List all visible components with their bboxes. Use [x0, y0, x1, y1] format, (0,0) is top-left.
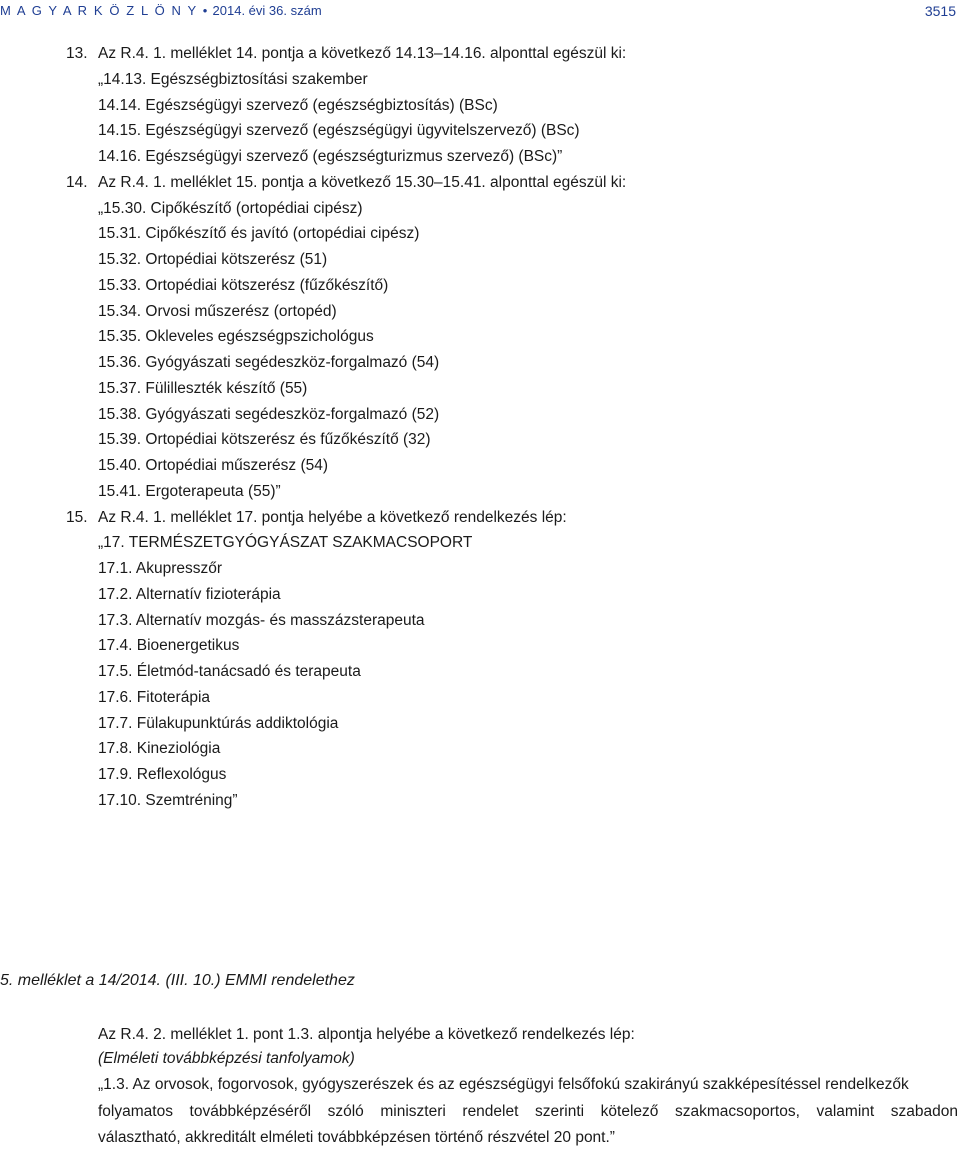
item-text: 15.41. Ergoterapeuta (55)” — [98, 482, 281, 500]
item-text: 15.33. Ortopédiai kötszerész (fűzőkészítő) — [98, 276, 389, 294]
item-number: 14. — [66, 173, 88, 191]
item-text: „17. TERMÉSZETGYÓGYÁSZAT SZAKMACSOPORT — [98, 534, 473, 552]
annex-paragraph — [98, 1072, 958, 1152]
item-text: 17.5. Életmód-tanácsadó és terapeuta — [98, 663, 361, 680]
item-text: 17.6. Fitoterápia — [98, 688, 211, 706]
item-text: 17.4. Bioenergetikus — [98, 637, 240, 655]
sub-item — [98, 353, 439, 373]
sub-item — [98, 533, 472, 553]
item-text: Az R.4. 1. melléklet 15. pontja a következő 15.30–15.41. alponttal egészül ki: — [98, 173, 627, 191]
item-text: 15.35. Okleveles egészségpszichológus — [98, 328, 374, 346]
sub-item — [98, 199, 363, 219]
sub-item — [98, 611, 425, 631]
sub-item — [98, 559, 222, 579]
item-text: 15.40. Ortopédiai műszerész (54) — [98, 457, 329, 474]
sub-item — [98, 147, 562, 167]
page-header — [0, 3, 960, 23]
item-text: Az R.4. 1. melléklet 17. pontja helyébe a következő rendelkezés lép: — [98, 508, 567, 526]
header-bullet: • — [202, 3, 208, 18]
numbered-item — [66, 508, 567, 528]
item-text: 17.1. Akupresszőr — [98, 560, 223, 577]
item-text: 15.37. Fülilleszték készítő (55) — [98, 379, 308, 397]
sub-item — [98, 739, 220, 759]
item-text: 17.9. Reflexológus — [98, 766, 227, 783]
item-text: 15.36. Gyógyászati segédeszköz-forgalmazó (54) — [98, 354, 440, 371]
sub-item — [98, 482, 281, 502]
item-text: 17.10. Szemtréning” — [98, 791, 238, 809]
sub-item — [98, 405, 439, 425]
annex-intro: Az R.4. 2. melléklet 1. pont 1.3. alpontja helyébe a következő rendelkezés lép: — [98, 1026, 635, 1043]
item-text: 17.2. Alternatív fizioterápia — [98, 585, 281, 603]
page-number: 3515 — [924, 3, 956, 19]
paragraph-line: „1.3. Az orvosok, fogorvosok, gyógyszerészek és az egészségügyi felsőfokú szakirányú szakképesítéssel rendelkezők — [98, 1076, 909, 1093]
numbered-item — [66, 44, 626, 64]
item-text: 17.3. Alternatív mozgás- és masszázsterapeuta — [98, 611, 425, 629]
issue-label: 2014. évi 36. szám — [212, 3, 322, 18]
item-text: 14.15. Egészségügyi szervező (egészségügyi ügyvitelszervező) (BSc) — [98, 122, 580, 140]
sub-item — [98, 121, 580, 141]
sub-item — [98, 791, 238, 811]
item-number: 13. — [66, 45, 88, 62]
annex-heading: 5. melléklet a 14/2014. (III. 10.) EMMI rendelethez — [0, 972, 355, 989]
item-text: 15.34. Orvosi műszerész (ortopéd) — [98, 302, 337, 320]
item-text: 14.14. Egészségügyi szervező (egészségbiztosítás) (BSc) — [98, 96, 498, 114]
sub-item — [98, 379, 307, 399]
sub-item — [98, 662, 361, 682]
item-text: 14.16. Egészségügyi szervező (egészségturizmus szervező) (BSc)” — [98, 148, 563, 165]
item-number: 15. — [66, 508, 88, 526]
item-text: Az R.4. 1. melléklet 14. pontja a következő 14.13–14.16. alponttal egészül ki: — [98, 45, 627, 62]
sub-item — [98, 585, 281, 605]
sub-item — [98, 456, 328, 476]
item-text: 15.32. Ortopédiai kötszerész (51) — [98, 251, 328, 268]
item-text: 15.38. Gyógyászati segédeszköz-forgalmazó (52) — [98, 405, 440, 423]
journal-title: M A G Y A R K Ö Z L Ö N Y — [0, 3, 198, 18]
annex-subtitle: (Elméleti továbbképzési tanfolyamok) — [98, 1050, 355, 1067]
paragraph-line: választható, akkreditált elméleti továbbképzésen történő részvétel 20 pont.” — [98, 1129, 615, 1146]
sub-item — [98, 70, 368, 90]
item-text: 17.7. Fülakupunktúrás addiktológia — [98, 714, 339, 732]
sub-item — [98, 714, 338, 734]
item-text: „14.13. Egészségbiztosítási szakember — [98, 70, 368, 88]
sub-item — [98, 430, 431, 450]
sub-item — [98, 250, 327, 270]
item-text: „15.30. Cipőkészítő (ortopédiai cipész) — [98, 199, 363, 217]
item-text: 15.39. Ortopédiai kötszerész és fűzőkészítő (32) — [98, 431, 431, 449]
sub-item — [98, 302, 337, 322]
item-text: 15.31. Cipőkészítő és javító (ortopédiai cipész) — [98, 225, 420, 243]
sub-item — [98, 224, 419, 244]
sub-item — [98, 765, 226, 785]
sub-item — [98, 327, 374, 347]
sub-item — [98, 276, 388, 296]
sub-item — [98, 96, 498, 116]
numbered-item — [66, 173, 626, 193]
journal-header — [0, 3, 322, 18]
paragraph-line: folyamatos továbbképzéséről szóló miniszteri rendelet szerinti kötelező szakmacsoportos, valamint szabadon — [98, 1102, 958, 1120]
sub-item — [98, 636, 239, 656]
item-text: 17.8. Kineziológia — [98, 740, 221, 758]
sub-item — [98, 688, 210, 708]
